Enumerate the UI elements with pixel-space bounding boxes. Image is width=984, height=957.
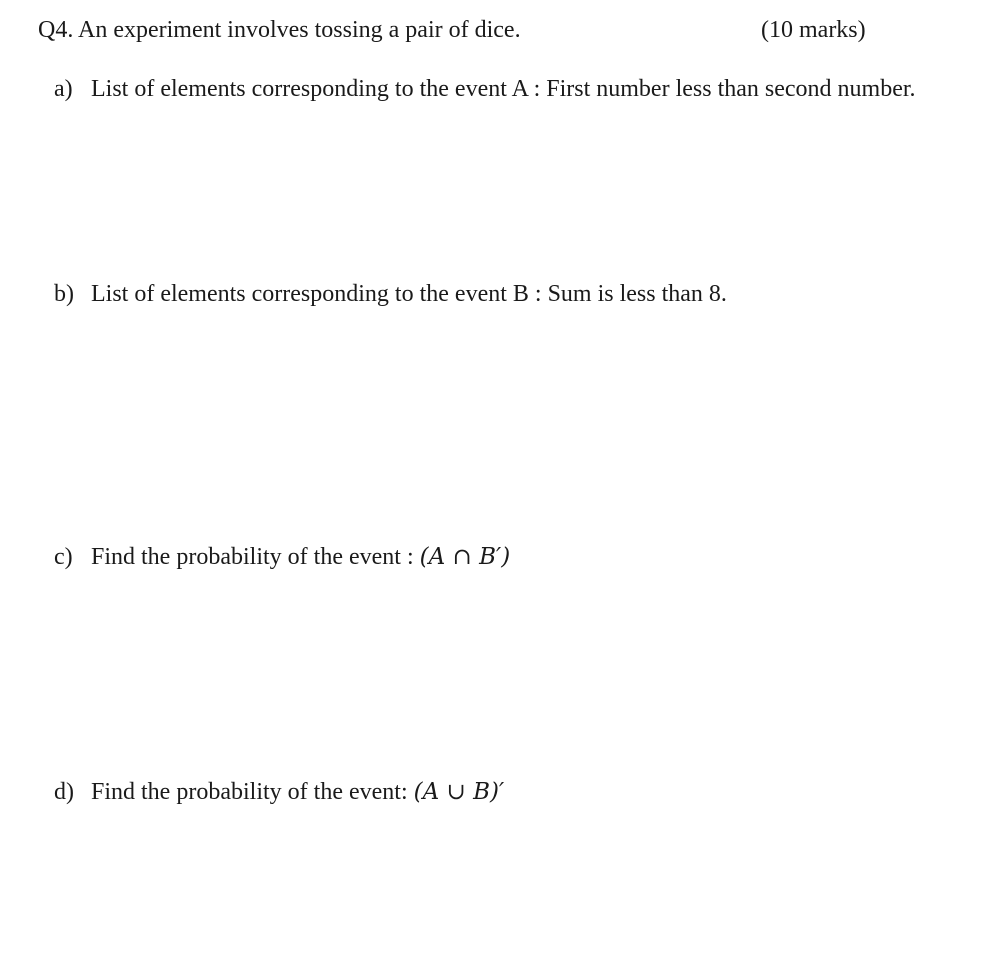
question-title: Q4. An experiment involves tossing a pair of dice.	[38, 17, 521, 43]
part-a	[54, 75, 916, 103]
part-a-label: a)	[54, 76, 73, 102]
part-a-text: List of elements corresponding to the event A : First number less than second number.	[91, 76, 916, 102]
part-d-text: Find the probability of the event:	[91, 779, 414, 805]
part-c-expression: (A ∩ B′)	[419, 544, 511, 570]
part-b-label: b)	[54, 281, 74, 307]
question-marks: (10 marks)	[761, 17, 866, 43]
part-d	[54, 778, 504, 806]
part-c	[54, 543, 510, 571]
part-d-expression: (A ∪ B)′	[413, 779, 505, 805]
part-b-text: List of elements corresponding to the event B : Sum is less than 8.	[91, 281, 727, 307]
part-c-label: c)	[54, 544, 73, 570]
part-c-text: Find the probability of the event :	[91, 544, 420, 570]
part-b	[54, 280, 727, 308]
part-d-label: d)	[54, 779, 74, 805]
